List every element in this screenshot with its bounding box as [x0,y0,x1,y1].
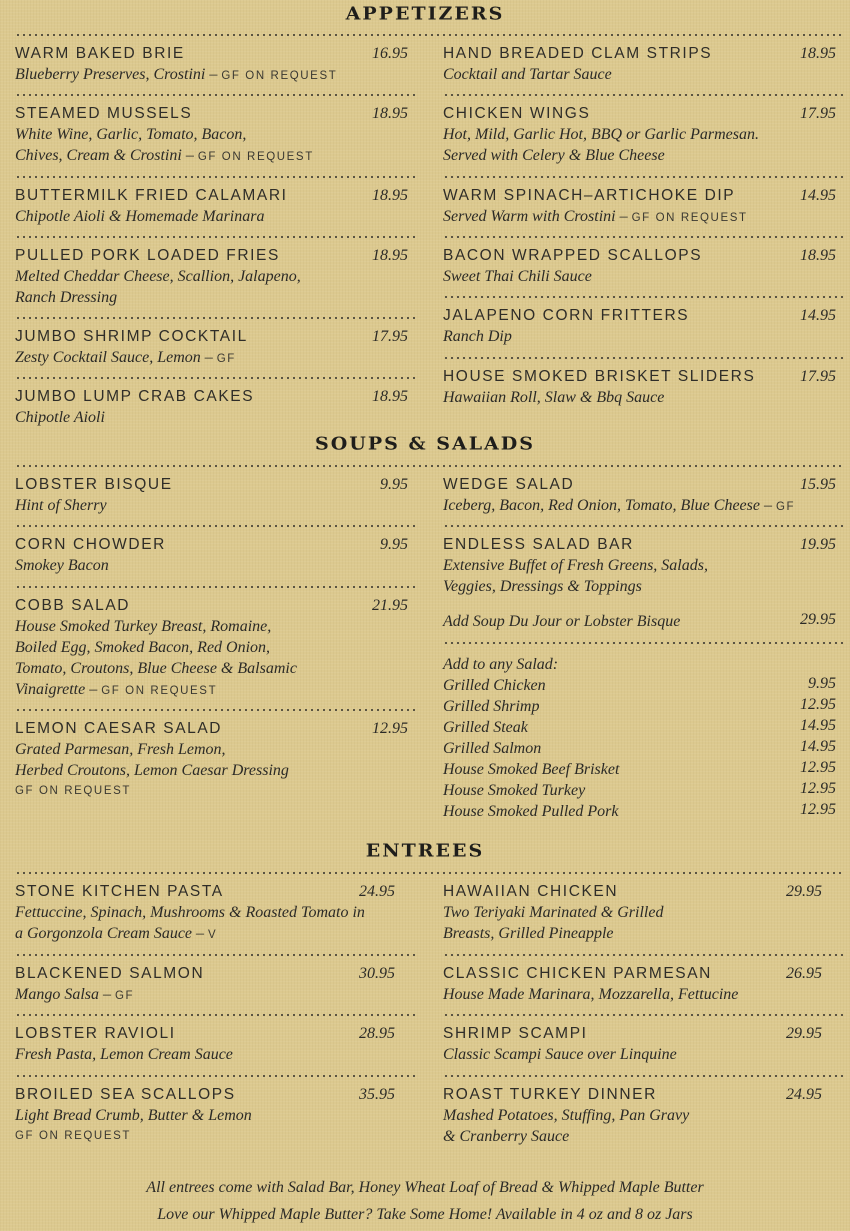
item-name: LEMON CAESAR SALAD [15,720,223,737]
item-name: WEDGE SALAD [443,476,575,493]
item-desc: Fettuccine, Spinach, Mushrooms & Roasted Tomato in [15,904,365,921]
item-desc: Tomato, Croutons, Blue Cheese & Balsamic [15,660,297,677]
item-name: WARM SPINACH–ARTICHOKE DIP [443,187,736,204]
item-price: 26.95 [786,965,822,982]
item-price: 17.95 [372,328,408,345]
divider [15,465,845,467]
item-desc: & Cranberry Sauce [443,1128,570,1145]
item-price: 18.95 [800,45,836,62]
item-name: BUTTERMILK FRIED CALAMARI [15,187,288,204]
item-price: 29.95 [800,611,836,628]
menu-item [15,1024,233,1065]
item-desc: Chipotle Aioli [15,409,105,426]
item-desc: Smokey Bacon [15,557,109,574]
item-price: 9.95 [380,536,408,553]
menu-item [443,964,738,1005]
item-price: 19.95 [800,536,836,553]
section-title-entrees: ENTREES [365,840,485,862]
item-name: HAWAIIAN CHICKEN [443,883,619,900]
item-price: 35.95 [359,1086,395,1103]
item-desc: Ranch Dressing [15,289,118,306]
divider [443,296,843,298]
item-price: 18.95 [372,105,408,122]
item-desc: Hint of Sherry [15,497,107,514]
item-desc: Iceberg, Bacon, Red Onion, Tomato, Blue Cheese – GF [443,497,796,514]
addon-item: House Smoked Pulled Pork 12.95 [443,801,836,820]
item-price: 18.95 [372,388,408,405]
item-price: 24.95 [359,883,395,900]
item-name: JUMBO LUMP CRAB CAKES [15,388,255,405]
addon-item: Grilled Salmon 14.95 [443,738,836,757]
item-name: CHICKEN WINGS [443,105,591,122]
menu-item [443,306,689,347]
divider [443,1075,843,1077]
item-name: WARM BAKED BRIE [15,45,185,62]
item-price: 12.95 [372,720,408,737]
divider [443,954,843,956]
menu-item [15,387,254,428]
item-desc: Hot, Mild, Garlic Hot, BBQ or Garlic Parmesan. [443,126,759,143]
item-desc: House Made Marinara, Mozzarella, Fettucine [443,986,739,1003]
dietary-tag: GF ON REQUEST [631,212,748,224]
addon-item: Grilled Shrimp 12.95 [443,696,836,715]
item-name: BLACKENED SALMON [15,965,205,982]
item-price: 18.95 [372,247,408,264]
dietary-tag: GF ON REQUEST [101,685,218,697]
item-name: COBB SALAD [15,597,131,614]
divider [15,586,415,588]
menu-item [15,535,166,576]
dietary-tag: GF [115,990,135,1002]
menu-item [443,246,702,287]
dietary-tag: GF ON REQUEST [221,70,338,82]
menu-item [443,535,708,597]
item-name: JUMBO SHRIMP COCKTAIL [15,328,248,345]
item-desc: Zesty Cocktail Sauce, Lemon – GF [15,349,236,366]
item-desc: Sweet Thai Chili Sauce [443,268,592,285]
menu-item [15,246,301,308]
item-price: 18.95 [800,247,836,264]
item-desc: Melted Cheddar Cheese, Scallion, Jalapeno, [15,268,301,285]
menu-item [443,1085,689,1147]
item-name: LOBSTER RAVIOLI [15,1025,176,1042]
dietary-tag: GF ON REQUEST [197,151,314,163]
menu-item [15,1085,252,1147]
divider [443,642,843,644]
item-desc: White Wine, Garlic, Tomato, Bacon, [15,126,247,143]
item-desc: Herbed Croutons, Lemon Caesar Dressing [15,762,289,779]
item-price: 28.95 [359,1025,395,1042]
addon-item: Grilled Steak 14.95 [443,717,836,736]
menu-item [15,327,248,370]
divider [443,525,843,527]
item-desc: Classic Scampi Sauce over Linquine [443,1046,677,1063]
item-name: LOBSTER BISQUE [15,476,173,493]
salad-bar-addon: Add Soup Du Jour or Lobster Bisque 29.95 [443,611,836,630]
item-price: 18.95 [372,187,408,204]
divider [443,94,843,96]
menu-item [15,104,314,168]
addon-item: Grilled Chicken 9.95 [443,675,836,694]
addon-item: House Smoked Turkey 12.95 [443,780,836,799]
divider [15,525,415,527]
item-price: 14.95 [800,307,836,324]
item-desc: Served with Celery & Blue Cheese [443,147,665,164]
item-desc: House Smoked Turkey Breast, Romaine, [15,618,272,635]
item-name: PULLED PORK LOADED FRIES [15,247,280,264]
item-name: ROAST TURKEY DINNER [443,1086,657,1103]
divider [15,954,415,956]
item-desc: Hawaiian Roll, Slaw & Bbq Sauce [443,389,665,406]
menu-item [15,475,173,516]
item-name: BROILED SEA SCALLOPS [15,1086,236,1103]
dietary-tag: V [208,929,218,941]
menu-item [443,186,748,229]
item-price: 17.95 [800,105,836,122]
item-name: JALAPENO CORN FRITTERS [443,307,690,324]
divider [443,236,843,238]
menu-item [15,596,297,702]
item-name: HOUSE SMOKED BRISKET SLIDERS [443,368,756,385]
item-desc: Mashed Potatoes, Stuffing, Pan Gravy [443,1107,690,1124]
divider [443,1014,843,1016]
item-name: CORN CHOWDER [15,536,166,553]
item-name: STONE KITCHEN PASTA [15,883,224,900]
menu-item [15,44,337,87]
item-desc: Chives, Cream & Crostini – GF ON REQUEST [15,147,314,164]
item-price: 16.95 [372,45,408,62]
item-desc: Cocktail and Tartar Sauce [443,66,612,83]
item-desc: a Gorgonzola Cream Sauce – V [15,925,218,942]
item-desc: Two Teriyaki Marinated & Grilled [443,904,664,921]
divider [15,236,415,238]
dietary-tag: GF ON REQUEST [15,785,132,797]
item-price: 29.95 [786,1025,822,1042]
menu-item [443,1024,677,1065]
item-name: BACON WRAPPED SCALLOPS [443,247,703,264]
item-price: 21.95 [372,597,408,614]
divider [15,1075,415,1077]
menu-item [443,104,759,166]
dietary-tag: GF ON REQUEST [15,1130,132,1142]
dietary-tag: GF [775,501,796,513]
footer-note: All entrees come with Salad Bar, Honey Wheat Loaf of Bread & Whipped Maple Butter [146,1179,704,1196]
menu-item [443,475,795,518]
divider [15,317,415,319]
section-title-soups-salads: SOUPS & SALADS [315,433,535,455]
item-price: 9.95 [380,476,408,493]
item-price: 24.95 [786,1086,822,1103]
divider [15,176,415,178]
item-name: CLASSIC CHICKEN PARMESAN [443,965,712,982]
divider [15,34,845,36]
item-price: 14.95 [800,187,836,204]
item-desc: Blueberry Preserves, Crostini – GF ON REQUEST [15,66,338,83]
item-desc: Boiled Egg, Smoked Bacon, Red Onion, [15,639,271,656]
item-desc: Fresh Pasta, Lemon Cream Sauce [15,1046,233,1063]
item-desc: Grated Parmesan, Fresh Lemon, [15,741,226,758]
divider [443,176,843,178]
item-desc: Veggies, Dressings & Toppings [443,578,642,595]
menu-item [15,882,365,946]
divider [15,709,415,711]
menu-item [443,367,755,408]
dietary-tag: GF [216,353,236,365]
menu-item [443,882,663,944]
item-name: STEAMED MUSSELS [15,105,193,122]
section-title-appetizers: APPETIZERS [345,3,505,25]
menu-item [15,719,289,802]
item-desc: Mango Salsa – GF [15,986,135,1003]
item-desc: Breasts, Grilled Pineapple [443,925,614,942]
item-name: HAND BREADED CLAM STRIPS [443,45,713,62]
divider [443,357,843,359]
item-price: 30.95 [359,965,395,982]
item-desc: Chipotle Aioli & Homemade Marinara [15,208,265,225]
menu-item [443,44,712,85]
item-price: 29.95 [786,883,822,900]
footer-promo: Love our Whipped Maple Butter? Take Some Home! Available in 4 oz and 8 oz Jars [157,1206,693,1223]
divider [15,94,415,96]
item-desc: Extensive Buffet of Fresh Greens, Salads, [443,557,708,574]
divider [15,377,415,379]
item-name: SHRIMP SCAMPI [443,1025,588,1042]
add-to-salad-heading: Add to any Salad: [443,656,559,673]
addon-item: House Smoked Beef Brisket 12.95 [443,759,836,778]
divider [15,1014,415,1016]
item-desc: Served Warm with Crostini – GF ON REQUEST [443,208,748,225]
menu-item [15,186,288,227]
item-name: ENDLESS SALAD BAR [443,536,634,553]
menu-item [15,964,204,1007]
divider [15,872,845,874]
item-desc: Light Bread Crumb, Butter & Lemon [15,1107,252,1124]
item-price: 15.95 [800,476,836,493]
item-desc: Vinaigrette – GF ON REQUEST [15,681,218,698]
item-price: 17.95 [800,368,836,385]
item-desc: Ranch Dip [443,328,512,345]
